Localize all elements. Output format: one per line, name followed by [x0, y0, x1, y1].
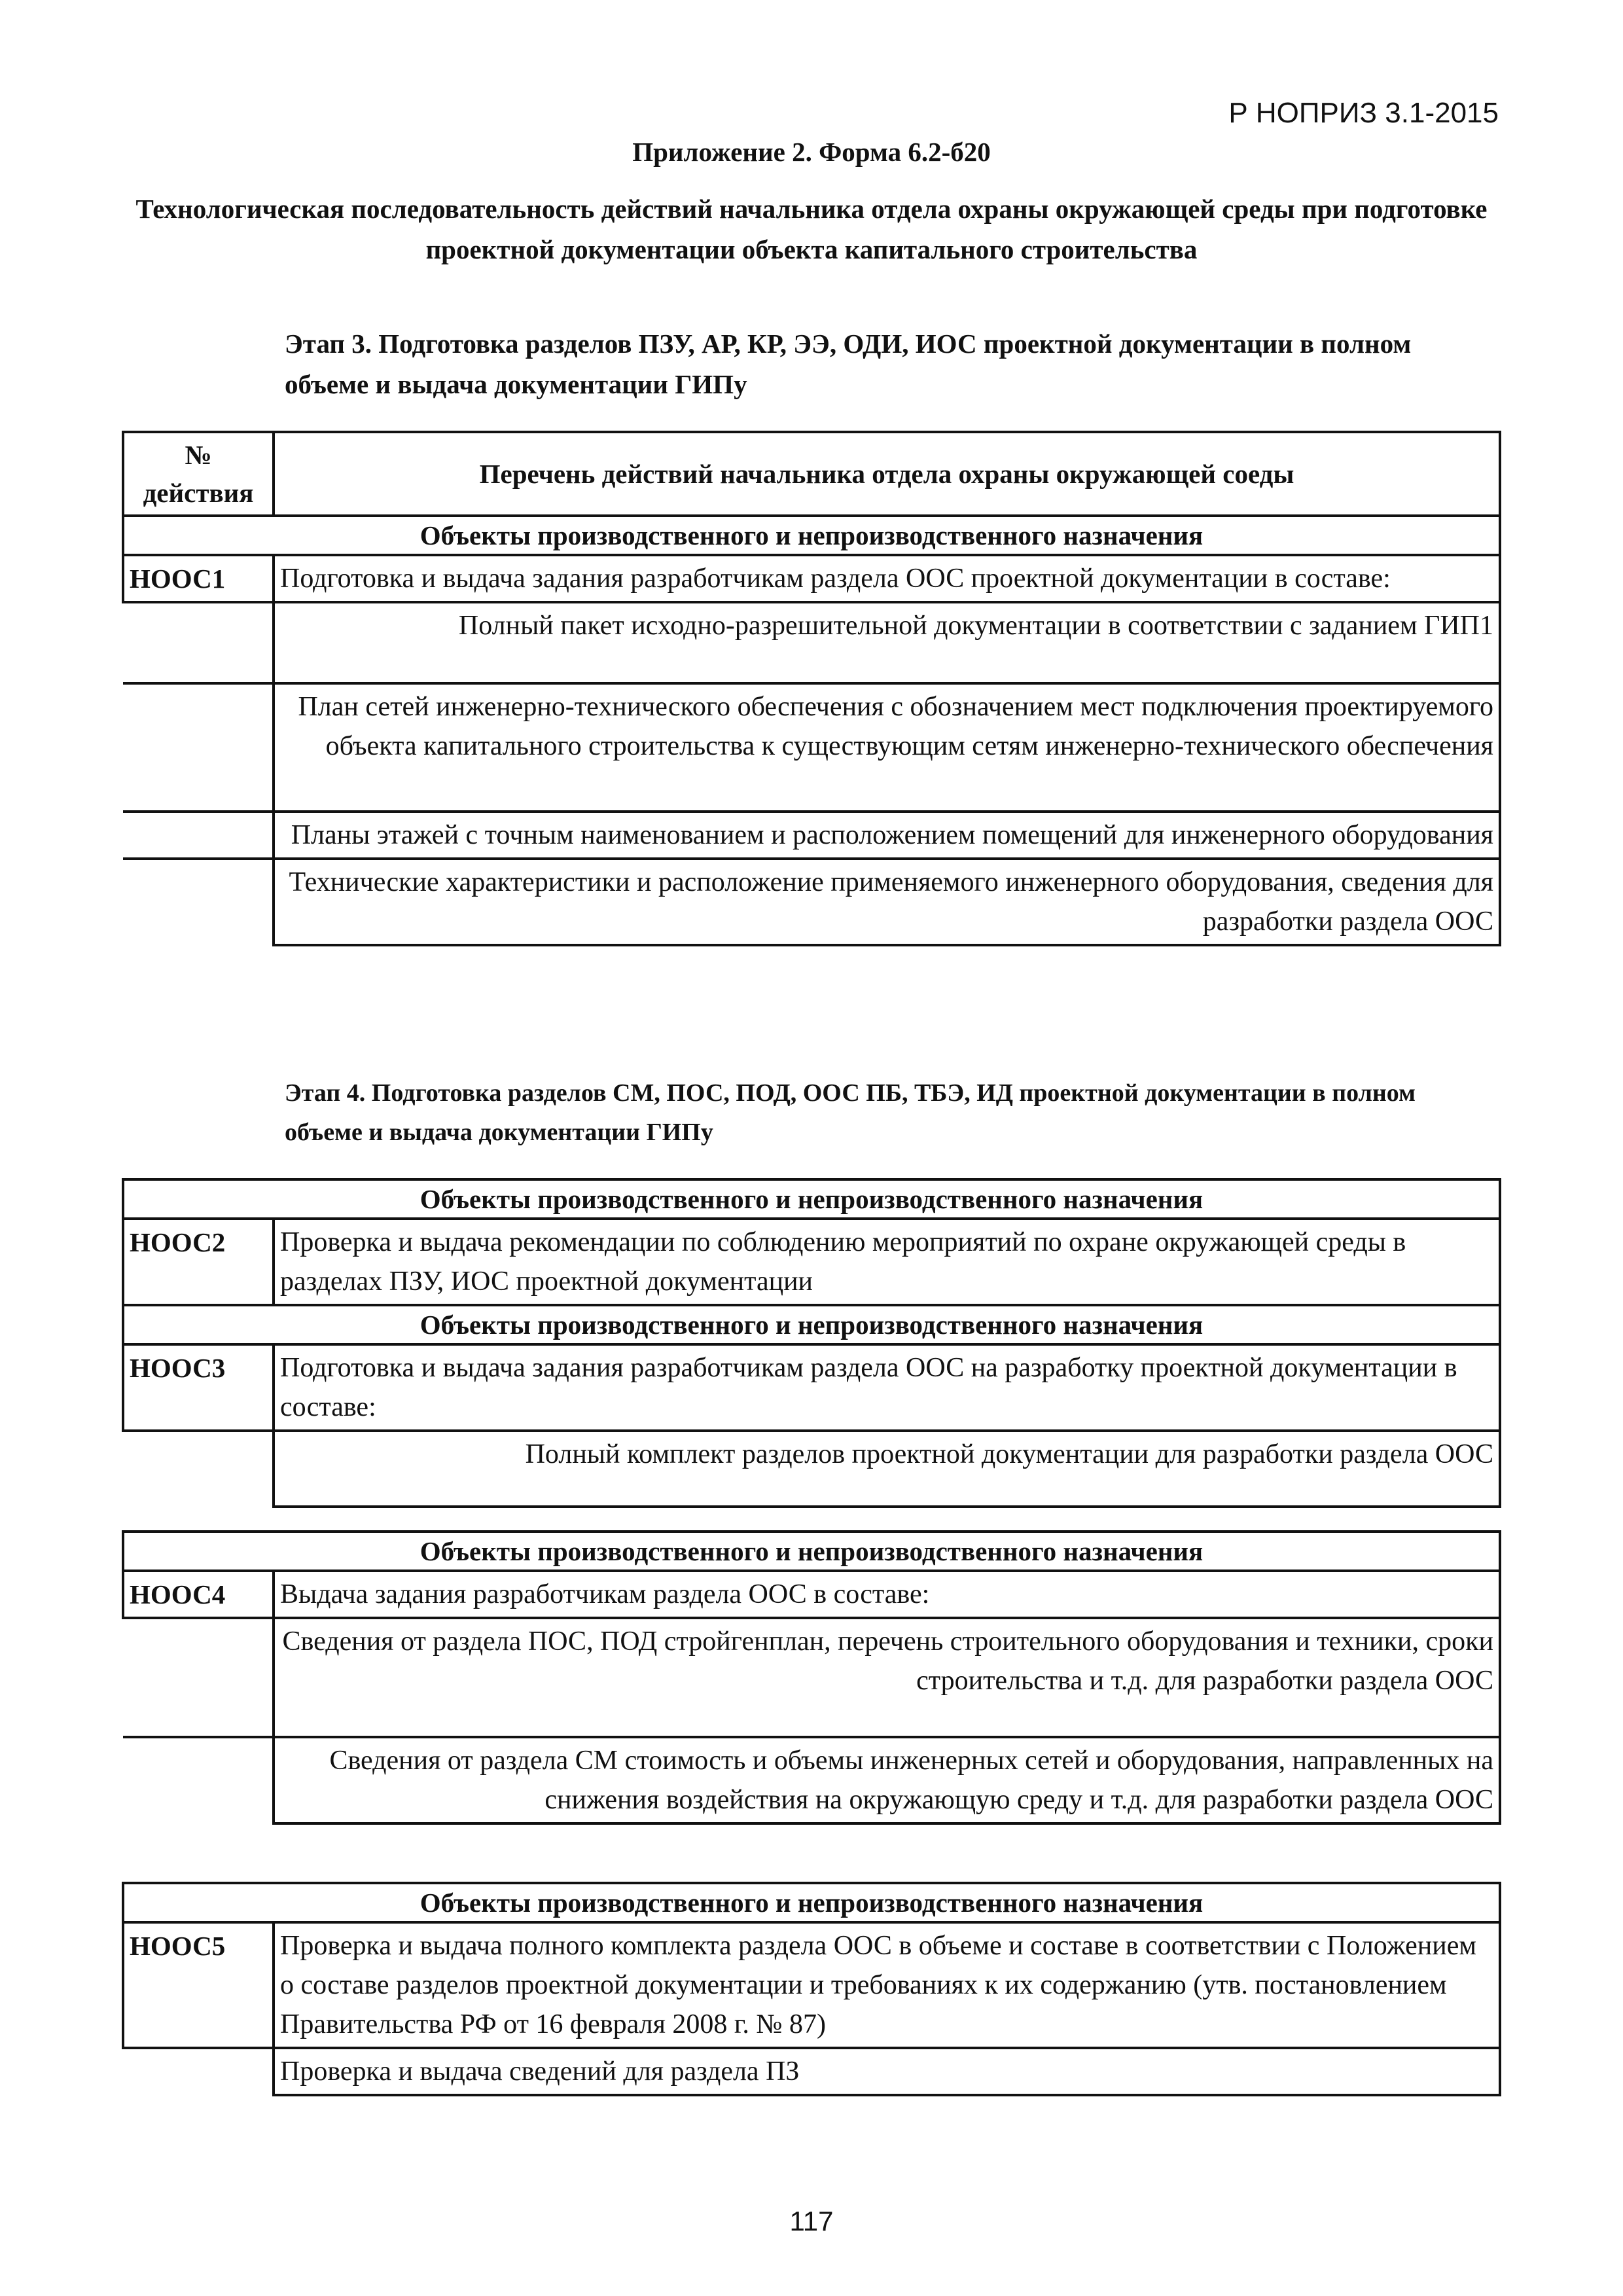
table-row	[123, 1618, 1500, 1737]
table-row	[123, 1737, 1500, 1823]
page-title: Технологическая последовательность действий начальника отдела охраны окружающей среды при подготовке проектной документации объекта капитального строительства	[135, 194, 1488, 264]
empty-cell	[123, 683, 274, 812]
action-code: НООС2	[123, 1219, 274, 1305]
stage3-table	[122, 431, 1501, 946]
subitem-text: Полный пакет исходно-разрешительной документации в соответствии с заданием ГИП1	[274, 602, 1500, 683]
empty-cell	[123, 1431, 274, 1507]
action-text: Проверка и выдача полного комплекта раздела ООС в объеме и составе в соответствии с Положением о составе разделов проектной документации и требованиях к их содержанию (утв. постановлением Правительства РФ от 16 февраля 2008 г. № 87)	[274, 1922, 1500, 2048]
section-title: Объекты производственного и непроизводственного назначения	[123, 1179, 1500, 1219]
table-row	[123, 1431, 1500, 1507]
stage4-table-a	[122, 1178, 1501, 1508]
action-text: Подготовка и выдача задания разработчикам раздела ООС на разработку проектной документации в составе:	[274, 1344, 1500, 1431]
table-row	[123, 1219, 1500, 1305]
table-row	[123, 1922, 1500, 2048]
empty-cell	[123, 1618, 274, 1737]
action-code: НООС5	[123, 1922, 274, 2048]
stage4-heading: Этап 4. Подготовка разделов СМ, ПОС, ПОД, ООС ПБ, ТБЭ, ИД проектной документации в полном объеме и выдача документации ГИПу	[285, 1079, 1416, 1146]
section-row	[123, 1179, 1500, 1219]
subitem-text: Полный комплект разделов проектной документации для разработки раздела ООС	[274, 1431, 1500, 1507]
table-header-row	[123, 432, 1500, 516]
document-code: Р НОПРИЗ 3.1-2015	[1228, 97, 1499, 129]
empty-cell	[123, 812, 274, 859]
action-code: НООС3	[123, 1344, 274, 1431]
col-actions-header: Перечень действий начальника отдела охраны окружающей соеды	[274, 432, 1500, 516]
section-row	[123, 1305, 1500, 1344]
table-row	[123, 1571, 1500, 1618]
section-row	[123, 1532, 1500, 1571]
empty-cell	[123, 602, 274, 683]
stage3-heading: Этап 3. Подготовка разделов ПЗУ, АР, КР, ЭЭ, ОДИ, ИОС проектной документации в полном объеме и выдача документации ГИПу	[285, 329, 1412, 399]
table-row	[123, 1344, 1500, 1431]
section-title: Объекты производственного и непроизводственного назначения	[123, 516, 1500, 555]
action-text: Подготовка и выдача задания разработчикам раздела ООС проектной документации в составе:	[274, 555, 1500, 602]
subitem-text: Планы этажей с точным наименованием и расположением помещений для инженерного оборудования	[274, 812, 1500, 859]
subitem-text: Сведения от раздела ПОС, ПОД стройгенплан, перечень строительного оборудования и техники, сроки строительства и т.д. для разработки раздела ООС	[274, 1618, 1500, 1737]
empty-cell	[123, 2048, 274, 2095]
subitem-text: Проверка и выдача сведений для раздела ПЗ	[274, 2048, 1500, 2095]
stage4-table-b	[122, 1530, 1501, 1825]
action-code: НООС4	[123, 1571, 274, 1618]
section-row	[123, 1883, 1500, 1922]
subitem-text: Технические характеристики и расположение применяемого инженерного оборудования, сведения для разработки раздела ООС	[274, 859, 1500, 945]
subitem-text: План сетей инженерно-технического обеспечения с обозначением мест подключения проектируемого объекта капитального строительства к существующим сетям инженерно-технического обеспечения	[274, 683, 1500, 812]
section-title: Объекты производственного и непроизводственного назначения	[123, 1532, 1500, 1571]
page-number: 117	[789, 2206, 834, 2236]
table-row	[123, 859, 1500, 945]
table-row	[123, 683, 1500, 812]
table-row	[123, 555, 1500, 602]
action-code: НООС1	[123, 555, 274, 602]
table-row	[123, 2048, 1500, 2095]
action-text: Выдача задания разработчикам раздела ООС в составе:	[274, 1571, 1500, 1618]
table-row	[123, 602, 1500, 683]
subitem-text: Сведения от раздела СМ стоимость и объемы инженерных сетей и оборудования, направленных на снижения воздействия на окружающую среду и т.д. для разработки раздела ООС	[274, 1737, 1500, 1823]
stage4-table-c	[122, 1882, 1501, 2096]
empty-cell	[123, 1737, 274, 1823]
section-title: Объекты производственного и непроизводственного назначения	[123, 1883, 1500, 1922]
col-num-header: № действия	[123, 432, 274, 516]
empty-cell	[123, 859, 274, 945]
section-title: Объекты производственного и непроизводственного назначения	[123, 1305, 1500, 1344]
appendix-title: Приложение 2. Форма 6.2-б20	[632, 137, 991, 167]
action-text: Проверка и выдача рекомендации по соблюдению мероприятий по охране окружающей среды в разделах ПЗУ, ИОС проектной документации	[274, 1219, 1500, 1305]
section-row	[123, 516, 1500, 555]
table-row	[123, 812, 1500, 859]
